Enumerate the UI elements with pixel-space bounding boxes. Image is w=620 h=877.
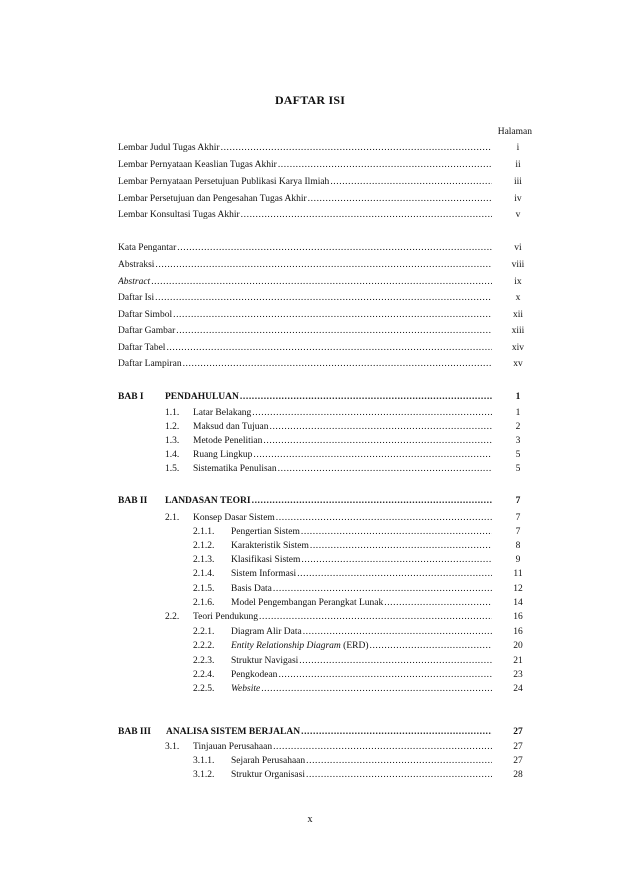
- toc-entry: Lembar Pernyataan Keaslian Tugas Akhir ..... ii: [0, 158, 620, 172]
- toc-subsection: 2.2.5. Website ..... 24: [0, 682, 620, 696]
- toc-subsection: 2.1.1. Pengertian Sistem ..... 7: [0, 525, 620, 539]
- toc-section: 1.5. Sistematika Penulisan ..... 5: [0, 462, 620, 476]
- toc-subsection: 2.1.6. Model Pengembangan Perangkat Lunak ..... 14: [0, 596, 620, 610]
- toc-subsection: 2.1.4. Sistem Informasi ..... 11: [0, 567, 620, 581]
- toc-chapter: BAB III ANALISA SISTEM BERJALAN ..... 27: [0, 725, 620, 739]
- toc-entry: Kata Pengantar ..... vi: [0, 241, 620, 255]
- toc-subsection: 2.1.2. Karakteristik Sistem ..... 8: [0, 539, 620, 553]
- toc-entry: Lembar Pernyataan Persetujuan Publikasi Karya Ilmiah ..... iii: [0, 175, 620, 189]
- toc-entry: Daftar Gambar ..... xiii: [0, 324, 620, 338]
- toc-subsection: 2.2.1. Diagram Alir Data ..... 16: [0, 625, 620, 639]
- toc-section: 3.1. Tinjauan Perusahaan ..... 27: [0, 740, 620, 754]
- toc-entry: Abstraksi ..... viii: [0, 258, 620, 272]
- toc-entry: Daftar Lampiran ..... xv: [0, 357, 620, 371]
- toc-entry: Lembar Persetujuan dan Pengesahan Tugas Akhir ..... iv: [0, 192, 620, 206]
- toc-subsection: 2.2.2. Entity Relationship Diagram (ERD) ..... 20: [0, 639, 620, 653]
- toc-chapter: BAB I PENDAHULUAN ..... 1: [0, 390, 620, 404]
- halaman-header: Halaman: [497, 127, 532, 137]
- page-number: x: [307, 814, 313, 825]
- toc-entry: Daftar Tabel ..... xiv: [0, 341, 620, 355]
- toc-section: 1.3. Metode Penelitian ..... 3: [0, 434, 620, 448]
- toc-section: 2.2. Teori Pendukung ..... 16: [0, 610, 620, 624]
- toc-subsection: 2.1.3. Klasifikasi Sistem ..... 9: [0, 553, 620, 567]
- page-title: DAFTAR ISI: [274, 93, 346, 107]
- toc-entry: Lembar Konsultasi Tugas Akhir ..... v: [0, 208, 620, 222]
- toc-subsection: 2.2.4. Pengkodean ..... 23: [0, 668, 620, 682]
- toc-subsection: 2.2.3. Struktur Navigasi ..... 21: [0, 654, 620, 668]
- toc-subsection: 3.1.2. Struktur Organisasi ..... 28: [0, 768, 620, 782]
- toc-section: 1.1. Latar Belakang ..... 1: [0, 406, 620, 420]
- toc-entry: Abstract ..... ix: [0, 275, 620, 289]
- toc-section: 1.2. Maksud dan Tujuan ..... 2: [0, 420, 620, 434]
- toc-chapter: BAB II LANDASAN TEORI ..... 7: [0, 494, 620, 508]
- toc-entry: Lembar Judul Tugas Akhir ..... i: [0, 141, 620, 155]
- toc-entry: Daftar Isi ..... x: [0, 291, 620, 305]
- toc-section: 2.1. Konsep Dasar Sistem ..... 7: [0, 511, 620, 525]
- toc-section: 1.4. Ruang Lingkup ..... 5: [0, 448, 620, 462]
- toc-entry: Daftar Simbol ..... xii: [0, 308, 620, 322]
- toc-subsection: 3.1.1. Sejarah Perusahaan ..... 27: [0, 754, 620, 768]
- toc-subsection: 2.1.5. Basis Data ..... 12: [0, 582, 620, 596]
